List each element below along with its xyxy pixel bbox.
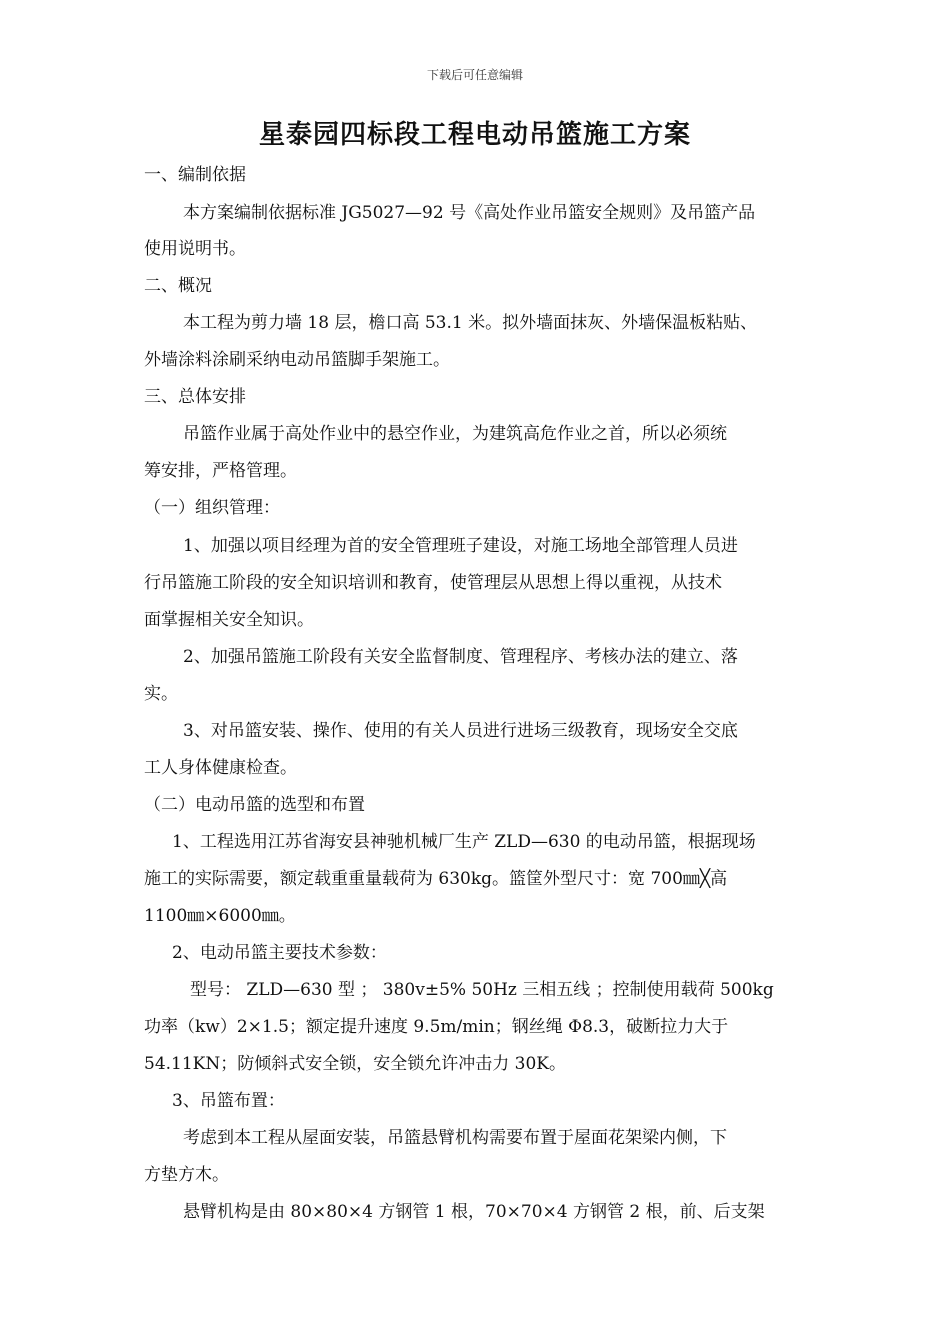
- paragraph-line: 吊篮作业属于高处作业中的悬空作业，为建筑高危作业之首，所以必须统: [183, 424, 727, 444]
- header-note: 下载后可任意编辑: [426, 68, 523, 82]
- section-heading: 三、总体安排: [144, 387, 246, 407]
- paragraph-line: 本工程为剪力墙 18 层，檐口高 53.1 米。拟外墙面抹灰、外墙保温板粘贴、: [183, 313, 758, 333]
- paragraph-line: 方垫方木。: [144, 1165, 229, 1185]
- paragraph-line: 施工的实际需要，额定载重重量载荷为 630kg。篮筐外型尺寸：宽 700㎜╳高: [144, 869, 728, 889]
- paragraph-line: 54.11KN；防倾斜式安全锁，安全锁允许冲击力 30K。: [144, 1054, 566, 1074]
- paragraph-line: 1、工程选用江苏省海安县神驰机械厂生产 ZLD—630 的电动吊篮，根据现场: [172, 832, 756, 852]
- paragraph-line: 面掌握相关安全知识。: [144, 610, 314, 630]
- paragraph-line: 悬臂机构是由 80×80×4 方钢管 1 根，70×70×4 方钢管 2 根，前、后支架: [183, 1202, 765, 1222]
- paragraph-line: 使用说明书。: [144, 239, 246, 259]
- paragraph-line: 本方案编制依据标准 JG5027—92 号《高处作业吊篮安全规则》及吊篮产品: [183, 203, 756, 223]
- paragraph-line: 外墙涂料涂刷采纳电动吊篮脚手架施工。: [144, 350, 450, 370]
- paragraph-line: 功率（kw）2×1.5；额定提升速度 9.5m/min；钢丝绳 Φ8.3，破断拉力大于: [144, 1017, 729, 1037]
- paragraph-line: 1100㎜×6000㎜。: [144, 906, 296, 926]
- paragraph-line: 筹安排，严格管理。: [144, 461, 297, 481]
- section-heading: 二、概况: [144, 276, 212, 296]
- subsection-heading: （一）组织管理：: [144, 498, 280, 518]
- paragraph-line: 实。: [144, 684, 178, 704]
- paragraph-line: 型号： ZLD—630 型 ； 380v±5% 50Hz 三相五线 ；控制使用载荷 500kg: [190, 980, 774, 1000]
- paragraph-line: 1、加强以项目经理为首的安全管理班子建设，对施工场地全部管理人员进: [183, 536, 738, 556]
- paragraph-line: 2、电动吊篮主要技术参数：: [172, 943, 387, 963]
- paragraph-line: 3、吊篮布置：: [172, 1091, 285, 1111]
- section-heading: 一、编制依据: [144, 165, 246, 185]
- subsection-heading: （二）电动吊篮的选型和布置: [144, 795, 365, 815]
- paragraph-line: 3、对吊篮安装、操作、使用的有关人员进行进场三级教育，现场安全交底: [183, 721, 738, 741]
- paragraph-line: 2、加强吊篮施工阶段有关安全监督制度、管理程序、考核办法的建立、落: [183, 647, 738, 667]
- paragraph-line: 行吊篮施工阶段的安全知识培训和教育，使管理层从思想上得以重视，从技术: [144, 573, 722, 593]
- paragraph-line: 工人身体健康检查。: [144, 758, 297, 778]
- document-title: 星泰园四标段工程电动吊篮施工方案: [258, 120, 691, 150]
- paragraph-line: 考虑到本工程从屋面安装，吊篮悬臂机构需要布置于屋面花架梁内侧，下: [183, 1128, 727, 1148]
